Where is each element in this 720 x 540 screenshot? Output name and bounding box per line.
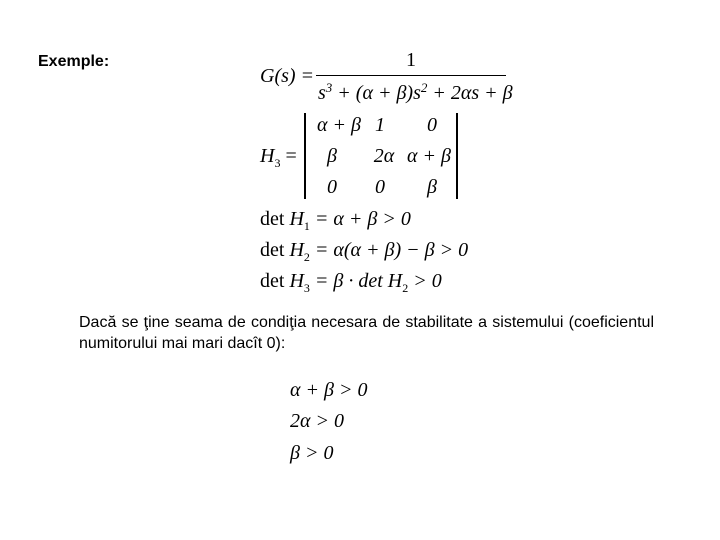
matrix-cell: 0 (375, 176, 385, 198)
condition-item: α + β > 0 (290, 379, 368, 401)
transfer-function-lhs: G(s) = (260, 65, 315, 87)
matrix-cell: 0 (427, 114, 437, 136)
determinant-line: $\det H_2 = \alpha(\alpha + \beta) - \beta > 0$ (260, 239, 469, 264)
fraction-bar (316, 75, 506, 76)
matrix-cell: α + β (317, 114, 361, 136)
body-paragraph: Dacă se ţine seama de condiţia necesara de stabilitate a sistemului (coeficientul numitorului mai mari dacît 0): (79, 314, 654, 352)
determinant-line: $\det H_1 = \alpha + \beta > 0$ (260, 208, 411, 233)
matrix-label: $H_3$ = (260, 145, 297, 170)
determinant-line: $\det H_3 = \beta \cdot \det H_2 > 0$ (260, 270, 442, 295)
condition-item: 2α > 0 (290, 410, 344, 432)
matrix-cell: 2α (373, 145, 395, 167)
transfer-function-denominator: $s^3 + (\alpha + \beta)s^2 + 2\alpha s + \beta$ (318, 80, 513, 104)
matrix-cell: α + β (407, 145, 451, 167)
matrix-cell: 1 (375, 114, 385, 136)
transfer-function-numerator: 1 (406, 49, 416, 71)
matrix-cell: β (327, 145, 337, 167)
matrix-cell: 0 (327, 176, 337, 198)
matrix-cell: β (427, 176, 437, 198)
heading: Exemple: (38, 53, 110, 70)
condition-item: β > 0 (290, 442, 334, 464)
